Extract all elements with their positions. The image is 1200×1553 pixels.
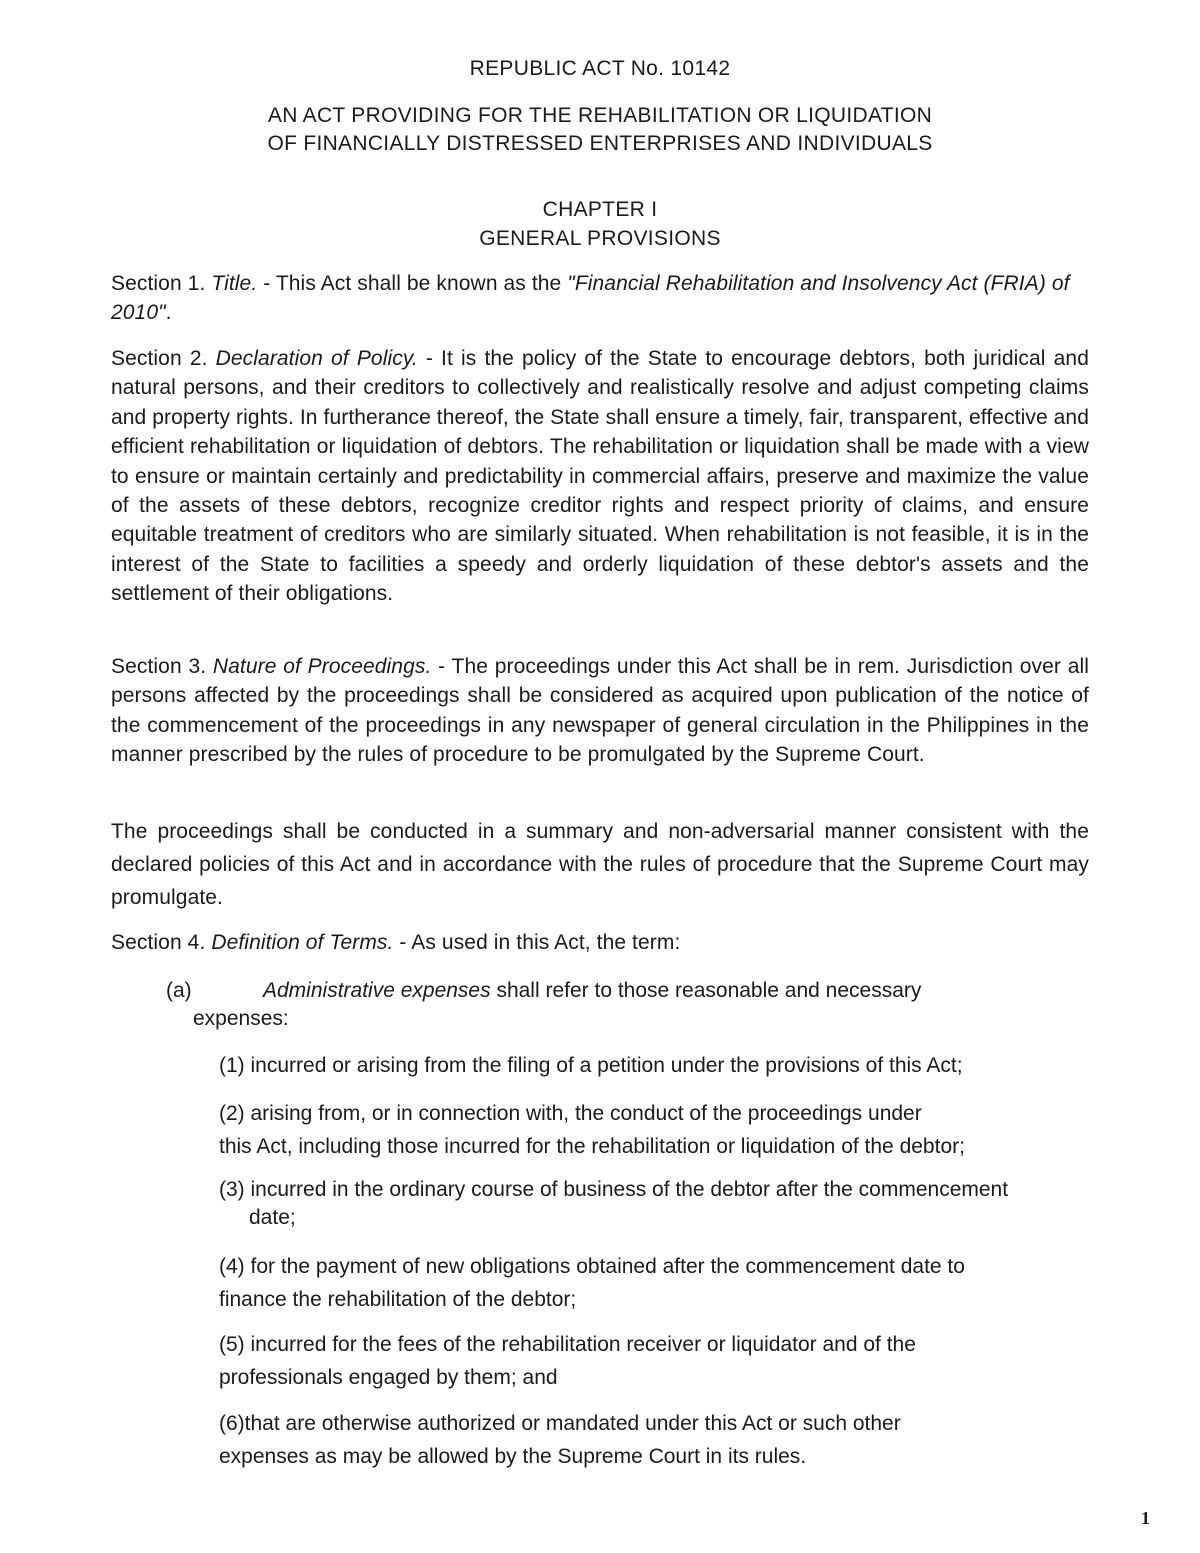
definition-item-a	[166, 977, 1066, 1033]
sub-item-2-line-1: (2) arising from, or in connection with, the conduct of the proceedings under	[219, 1102, 922, 1125]
section-1-label: Section 1.	[111, 272, 212, 295]
act-number: REPUBLIC ACT No. 10142	[469, 57, 731, 80]
section-3-label: Section 3.	[111, 655, 213, 678]
item-a-text: shall refer to those reasonable and necessary	[490, 979, 922, 1002]
sub-item-5-line-2: professionals engaged by them; and	[219, 1366, 558, 1389]
section-3-heading: Nature of Proceedings.	[212, 655, 432, 678]
section-1-quote: "Financial Rehabilitation and Insolvency Act (FRIA) of 2010"	[111, 272, 1070, 325]
section-3	[111, 652, 1089, 770]
sub-item-2	[219, 1097, 1159, 1163]
section-1-text-end: .	[165, 301, 172, 325]
section-1-heading: Title.	[211, 272, 258, 295]
sub-item-3	[219, 1176, 1159, 1232]
sub-item-4-line-2: finance the rehabilitation of the debtor;	[219, 1288, 577, 1311]
sub-item-4-line-1: (4) for the payment of new obligations obtained after the commencement date to	[219, 1255, 965, 1278]
section-1-text: - This Act shall be known as the	[257, 272, 568, 295]
sub-item-1-line-1: (1) incurred or arising from the filing of a petition under the provisions of this Act;	[219, 1054, 963, 1077]
sub-item-5-line-1: (5) incurred for the fees of the rehabilitation receiver or liquidator and of the	[219, 1333, 916, 1356]
sub-item-3-line-1: (3) incurred in the ordinary course of business of the debtor after the commencement	[219, 1178, 1009, 1201]
section-4-heading: Definition of Terms.	[211, 931, 394, 954]
sub-item-3-line-2: date;	[249, 1206, 296, 1229]
section-4	[111, 928, 1089, 957]
item-a-term: Administrative expenses	[263, 979, 491, 1002]
act-title-line-2: OF FINANCIALLY DISTRESSED ENTERPRISES AND INDIVIDUALS	[267, 132, 933, 155]
page-number: 1	[1141, 1508, 1150, 1528]
chapter-heading: CHAPTER I	[542, 198, 658, 221]
item-a-text-cont: expenses:	[193, 1007, 289, 1030]
item-a-label: (a)	[166, 979, 192, 1002]
sub-item-5	[219, 1328, 1159, 1394]
section-2	[111, 344, 1089, 609]
sub-item-1	[219, 1049, 1159, 1082]
section-2-text: - It is the policy of the State to encourage debtors, both juridical and natural persons, and their creditors to collectively and realistically resolve and adjust competing claims and property rights. In furtherance thereof, the State shall ensure a timely, fair, transparent, effective and efficient rehabilitation or liquidation of debtors. The rehabilitation or liquidation shall be made with a view to ensure or maintain certainly and predictability in commercial affairs, preserve and maximize the value of the assets of these debtors, recognize creditor rights and respect priority of claims, and ensure equitable treatment of creditors who are similarly situated. When rehabilitation is not feasible, it is in the interest of the State to facilities a speedy and orderly liquidation of these debtor's assets and the settlement of their obligations.	[111, 347, 1089, 606]
sub-item-2-line-2: this Act, including those incurred for the rehabilitation or liquidation of the debtor;	[219, 1135, 965, 1158]
section-3-text: - The proceedings under this Act shall be in rem. Jurisdiction over all persons affected by the proceedings shall be considered as acquired upon publication of the notice of the commencement of the proceedings in any newspaper of general circulation in the Philippines in the manner prescribed by the rules of procedure to be promulgated by the Supreme Court.	[111, 655, 1089, 767]
chapter-title: GENERAL PROVISIONS	[479, 227, 721, 250]
section-4-text: - As used in this Act, the term:	[393, 931, 681, 954]
sub-item-6-line-1: (6)that are otherwise authorized or mandated under this Act or such other	[219, 1412, 901, 1435]
section-3-paragraph-2: The proceedings shall be conducted in a summary and non-adversarial manner consistent with the declared policies of this Act and in accordance with the rules of procedure that the Supreme Court may promulgate.	[111, 820, 1089, 909]
section-1	[111, 269, 1089, 328]
sub-item-6-line-2: expenses as may be allowed by the Supreme Court in its rules.	[219, 1445, 807, 1468]
act-title-line-1: AN ACT PROVIDING FOR THE REHABILITATION OR LIQUIDATION	[267, 104, 933, 127]
section-2-label: Section 2.	[111, 347, 216, 370]
sub-item-6	[219, 1407, 1159, 1473]
section-4-label: Section 4.	[111, 931, 212, 954]
section-2-heading: Declaration of Policy.	[215, 347, 418, 370]
sub-item-4	[219, 1250, 1159, 1316]
